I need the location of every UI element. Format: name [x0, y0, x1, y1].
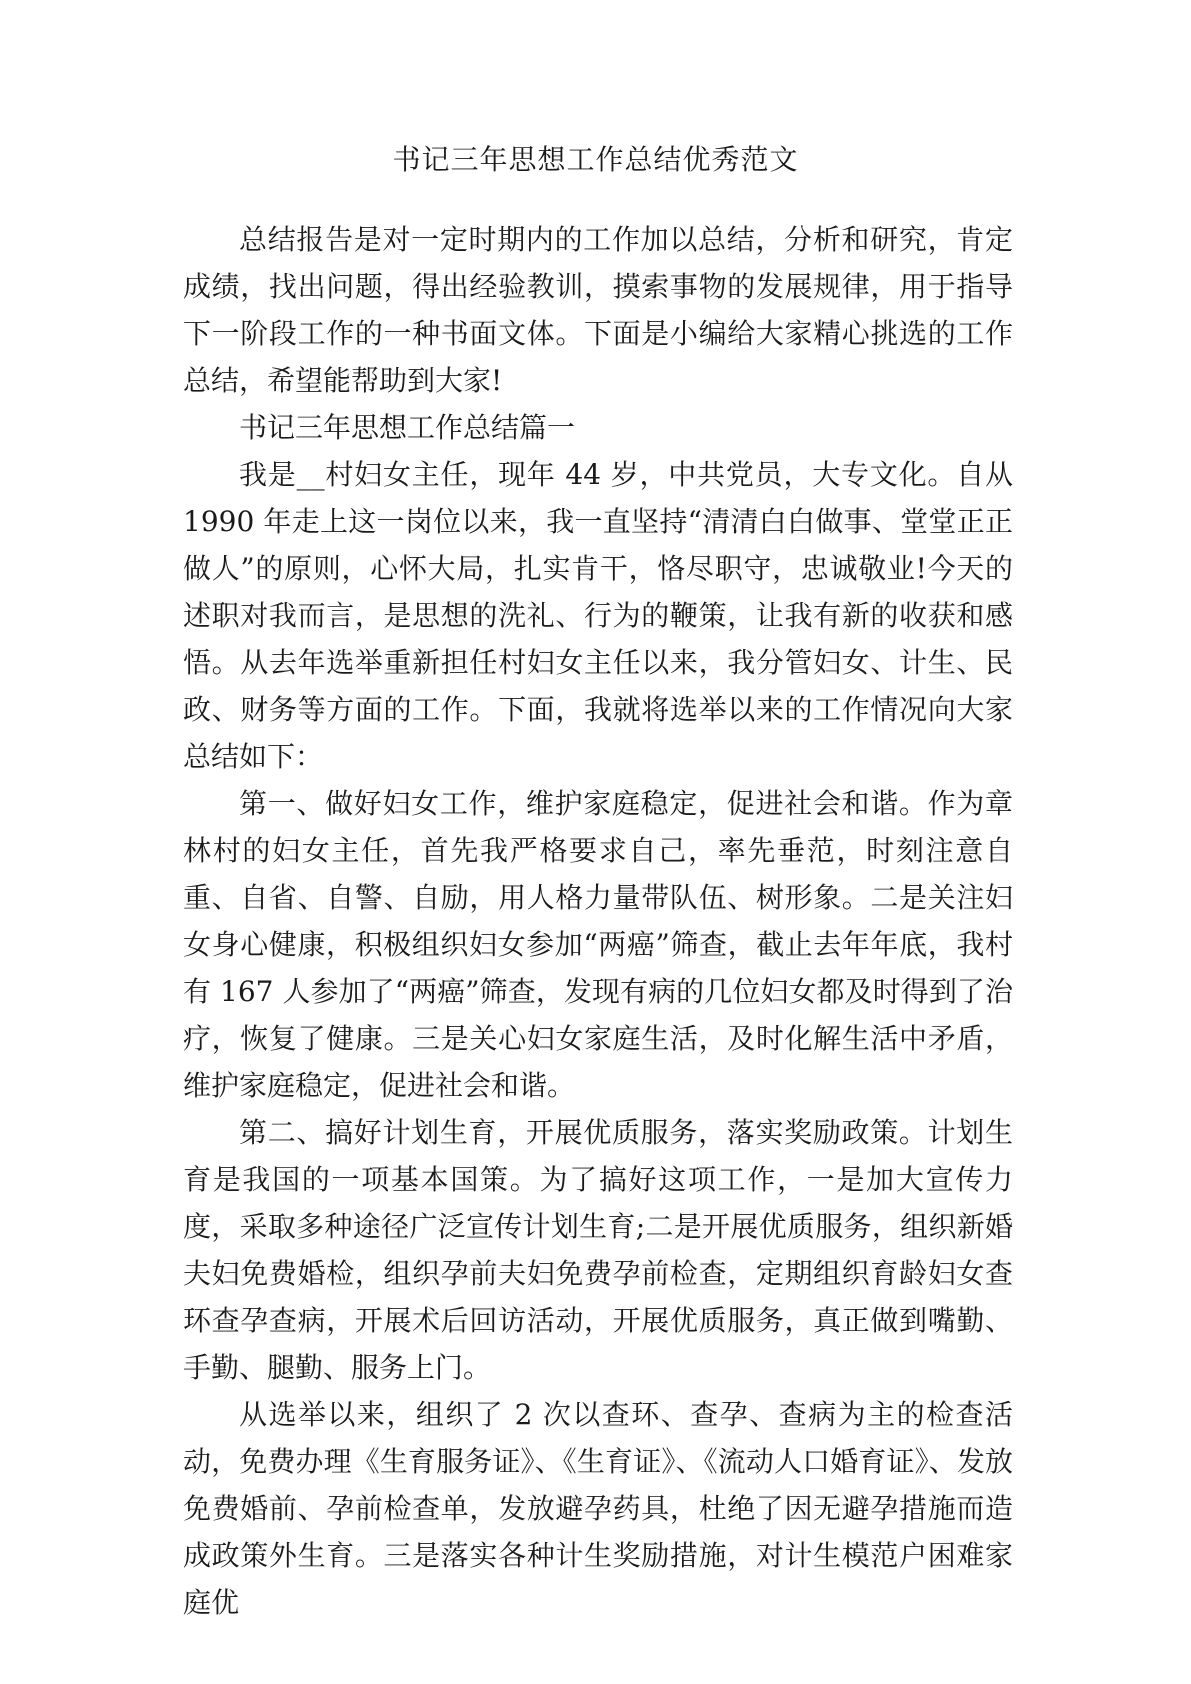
- body-paragraph: 第一、做好妇女工作，维护家庭稳定，促进社会和谐。作为章林村的妇女主任，首先我严格要求自己，率先垂范，时刻注意自重、自省、自警、自励，用人格力量带队伍、树形象。二是关注妇女身心健康，积极组织妇女参加“两癌”筛查，截止去年年底，我村有 167 人参加了“两癌”筛查，发现有病的几位妇女都及时得到了治疗，恢复了健康。三是关心妇女家庭生活，及时化解生活中矛盾，维护家庭稳定，促进社会和谐。: [183, 787, 1013, 1102]
- document-body: [183, 216, 1013, 1626]
- section-heading: 书记三年思想工作总结篇一: [239, 411, 576, 444]
- body-paragraph: 第二、搞好计划生育，开展优质服务，落实奖励政策。计划生育是我国的一项基本国策。为了搞好这项工作，一是加大宣传力度，采取多种途径广泛宣传计划生育;二是开展优质服务，组织新婚夫妇免费婚检，组织孕前夫妇免费孕前检查，定期组织育龄妇女查环查孕查病，开展术后回访活动，开展优质服务，真正做到嘴勤、手勤、腿勤、服务上门。: [183, 1116, 1013, 1384]
- body-paragraph: 从选举以来，组织了 2 次以查环、查孕、查病为主的检查活动，免费办理《生育服务证》、《生育证》、《流动人口婚育证》、发放免费婚前、孕前检查单，发放避孕药具，杜绝了因无避孕措施而造成政策外生育。三是落实各种计生奖励措施，对计生模范户困难家庭优: [183, 1398, 1013, 1619]
- document-title: 书记三年思想工作总结优秀范文: [392, 143, 799, 176]
- intro-paragraph: 总结报告是对一定时期内的工作加以总结，分析和研究，肯定成绩，找出问题，得出经验教训，摸索事物的发展规律，用于指导下一阶段工作的一种书面文体。下面是小编给大家精心挑选的工作总结，希望能帮助到大家!: [183, 223, 1013, 397]
- body-paragraph: 我是__村妇女主任，现年 44 岁，中共党员，大专文化。自从 1990 年走上这一岗位以来，我一直坚持“清清白白做事、堂堂正正做人”的原则，心怀大局，扎实肯干，恪尽职守，忠诚敬业!今天的述职对我而言，是思想的洗礼、行为的鞭策，让我有新的收获和感悟。从去年选举重新担任村妇女主任以来，我分管妇女、计生、民政、财务等方面的工作。下面，我就将选举以来的工作情况向大家总结如下：: [183, 458, 1013, 773]
